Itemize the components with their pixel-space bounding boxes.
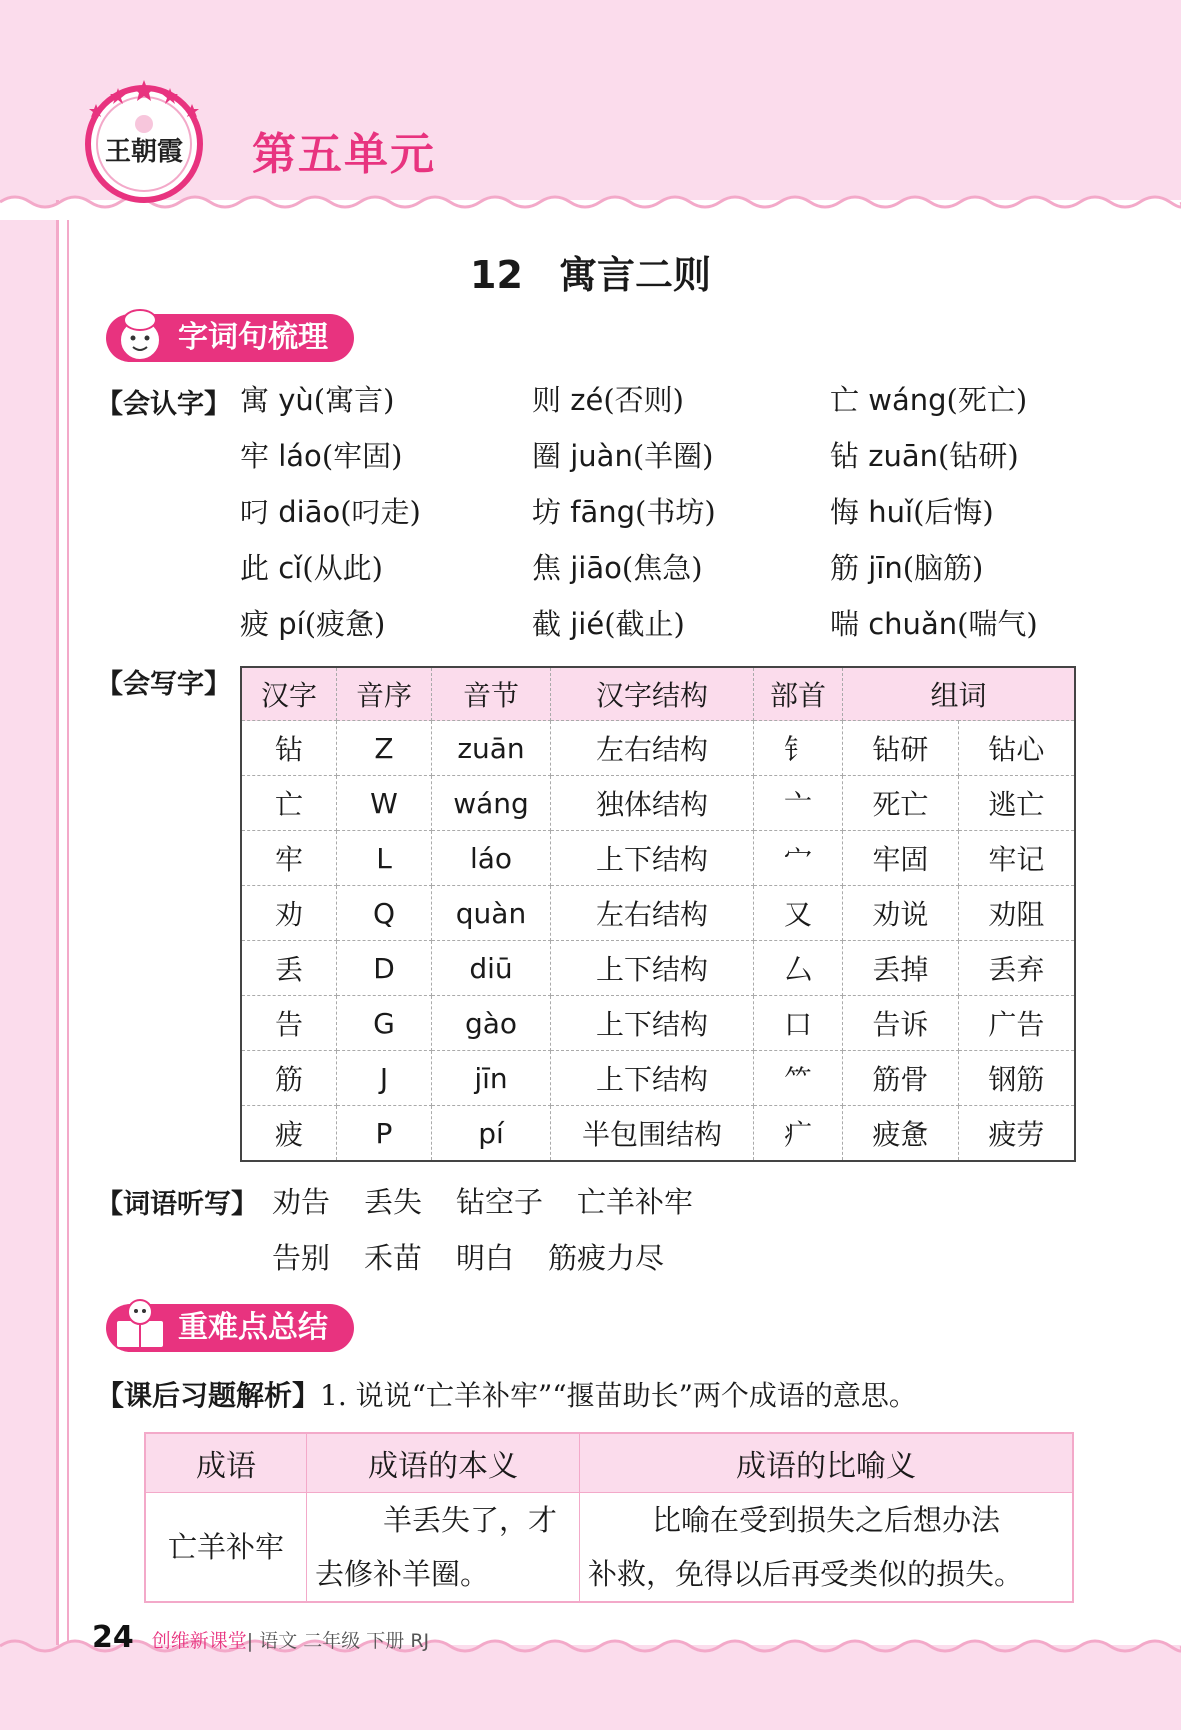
table-row [241, 996, 1075, 1051]
recognize-char: 亡 [830, 383, 860, 417]
brand-logo [80, 78, 208, 206]
footer-meta: | 语文 二年级 下册 RJ [246, 1630, 430, 1652]
table-cell: 钅 [754, 721, 843, 776]
recognize-pinyin: fāng [561, 495, 636, 529]
recognize-char: 则 [532, 383, 562, 417]
book-mascot-icon [108, 1294, 172, 1358]
table-cell: 半包围结构 [551, 1106, 754, 1162]
write-table [240, 666, 1076, 1162]
recognize-char: 圈 [532, 439, 562, 473]
table-cell: 筋骨 [843, 1051, 959, 1106]
recognize-word: (牢固) [321, 439, 403, 473]
dictation-line-2 [272, 1236, 698, 1277]
table-row [241, 1051, 1075, 1106]
table-cell: 牢 [241, 831, 337, 886]
table-cell: 上下结构 [551, 831, 754, 886]
literal-line: 羊丢失了，才 [383, 1503, 558, 1537]
table-row [241, 721, 1075, 776]
table-cell: W [337, 776, 432, 831]
recognize-char: 截 [532, 607, 562, 641]
recognize-item [532, 490, 716, 531]
table-row [241, 1106, 1075, 1162]
recognize-char: 筋 [830, 551, 860, 585]
table-cell: 劝说 [843, 886, 959, 941]
recognize-char: 牢 [240, 439, 270, 473]
lesson-title [0, 244, 1181, 299]
table-cell: 亡 [241, 776, 337, 831]
recognize-item [240, 434, 402, 475]
lesson-number: 12 [470, 253, 523, 297]
recognize-word: (后悔) [913, 495, 994, 529]
footer-brand: 创维新课堂 [151, 1630, 247, 1652]
table-cell: jīn [432, 1051, 551, 1106]
recognize-pinyin: zuān [859, 439, 938, 473]
banner-label: 字词句梳理 [178, 320, 328, 355]
recognize-pinyin: jiāo [561, 551, 622, 585]
section-banner-vocab [106, 314, 354, 362]
table-cell: zuān [432, 721, 551, 776]
recognize-item [532, 378, 684, 419]
recognize-char: 叼 [240, 495, 270, 529]
table-cell: 上下结构 [551, 996, 754, 1051]
table-row [241, 941, 1075, 996]
idiom-table [144, 1432, 1074, 1603]
table-cell: 钻心 [958, 721, 1075, 776]
table-cell: 钢筋 [958, 1051, 1075, 1106]
dictation-word: 钻空子 [456, 1185, 544, 1219]
recognize-char: 疲 [240, 607, 270, 641]
table-cell: 广告 [958, 996, 1075, 1051]
table-cell: gào [432, 996, 551, 1051]
write-table-header [241, 667, 1075, 721]
table-cell: 丢弃 [958, 941, 1075, 996]
recognize-word: (截止) [604, 607, 685, 641]
recognize-word: (从此) [302, 551, 383, 585]
table-cell: 独体结构 [551, 776, 754, 831]
recognize-label: 【会认字】 [96, 389, 231, 420]
col-header: 成语的本义 [307, 1433, 580, 1493]
table-cell: 丢 [241, 941, 337, 996]
recognize-pinyin: huǐ [859, 495, 914, 529]
recognize-item [532, 546, 703, 587]
table-cell: ⺮ [754, 1051, 843, 1106]
table-row [145, 1493, 1073, 1603]
recognize-word: (寓言) [313, 383, 395, 417]
dictation-word: 筋疲力尽 [548, 1241, 665, 1275]
table-row [241, 776, 1075, 831]
table-cell: 又 [754, 886, 843, 941]
recognize-pinyin: cǐ [269, 551, 303, 585]
recognize-item [830, 602, 1038, 643]
dictation-label: 【词语听写】 [96, 1189, 258, 1220]
col-header: 成语 [145, 1433, 307, 1493]
table-cell: 劝 [241, 886, 337, 941]
dictation-word: 明白 [456, 1241, 515, 1275]
recognize-item [532, 434, 713, 475]
recognize-word: (书坊) [635, 495, 716, 529]
chef-mascot-icon [108, 304, 172, 368]
table-cell: 牢固 [843, 831, 959, 886]
exercise-label: 【课后习题解析】 [96, 1379, 321, 1412]
page-footer [92, 1620, 429, 1655]
recognize-pinyin: diāo [269, 495, 341, 529]
recognize-word: (钻研) [938, 439, 1019, 473]
table-cell: quàn [432, 886, 551, 941]
recognize-char: 喘 [830, 607, 860, 641]
table-cell: pí [432, 1106, 551, 1162]
recognize-pinyin: pí [269, 607, 305, 641]
table-cell: 钻 [241, 721, 337, 776]
recognize-pinyin: jīn [859, 551, 903, 585]
recognize-word: (死亡) [946, 383, 1028, 417]
recognize-pinyin: láo [269, 439, 322, 473]
exercise-heading [96, 1374, 917, 1414]
section-banner-key-points [106, 1304, 354, 1352]
table-row [241, 831, 1075, 886]
table-cell: láo [432, 831, 551, 886]
recognize-pinyin: chuǎn [859, 607, 958, 641]
table-cell: Z [337, 721, 432, 776]
page-number: 24 [92, 1620, 134, 1655]
recognize-item [240, 546, 383, 587]
dictation-word: 亡羊补牢 [577, 1185, 694, 1219]
recognize-item [830, 490, 994, 531]
recognize-item [830, 434, 1019, 475]
logo-text: 王朝霞 [104, 137, 184, 167]
table-cell: 疲惫 [843, 1106, 959, 1162]
recognize-pinyin: yù [269, 383, 314, 417]
table-cell: 左右结构 [551, 886, 754, 941]
table-cell: 筋 [241, 1051, 337, 1106]
recognize-pinyin: zé [561, 383, 604, 417]
recognize-item [240, 378, 394, 419]
recognize-word: (羊圈) [632, 439, 714, 473]
idiom-cell: 亡羊补牢 [145, 1493, 307, 1603]
recognize-char: 钻 [830, 439, 860, 473]
table-cell: 丢掉 [843, 941, 959, 996]
table-cell: 告 [241, 996, 337, 1051]
table-cell: 口 [754, 996, 843, 1051]
table-cell: 劝阻 [958, 886, 1075, 941]
table-cell: 宀 [754, 831, 843, 886]
literal-line: 去修补羊圈。 [315, 1557, 490, 1591]
recognize-pinyin: jié [561, 607, 605, 641]
recognize-item [240, 490, 421, 531]
recognize-item [532, 602, 685, 643]
col-header: 组词 [843, 667, 1076, 721]
table-cell: J [337, 1051, 432, 1106]
col-header: 音节 [432, 667, 551, 721]
col-header: 音序 [337, 667, 432, 721]
recognize-word: (疲惫) [304, 607, 386, 641]
lesson-name: 寓言二则 [558, 253, 711, 297]
col-header: 汉字结构 [551, 667, 754, 721]
recognize-pinyin: wáng [859, 383, 947, 417]
table-cell: wáng [432, 776, 551, 831]
unit-title: 第五单元 [252, 129, 436, 180]
recognize-word: (叼走) [340, 495, 421, 529]
banner-label: 重难点总结 [178, 1310, 328, 1345]
recognize-item [830, 546, 983, 587]
recognize-word: (否则) [603, 383, 684, 417]
recognize-item [240, 602, 385, 643]
literal-cell [307, 1493, 580, 1603]
col-header: 成语的比喻义 [580, 1433, 1074, 1493]
table-cell: 告诉 [843, 996, 959, 1051]
table-cell: 上下结构 [551, 1051, 754, 1106]
table-cell: 疲劳 [958, 1106, 1075, 1162]
table-cell: 逃亡 [958, 776, 1075, 831]
table-cell: 牢记 [958, 831, 1075, 886]
dictation-word: 禾苗 [364, 1241, 423, 1275]
col-header: 部首 [754, 667, 843, 721]
col-header: 汉字 [241, 667, 337, 721]
table-cell: 死亡 [843, 776, 959, 831]
recognize-char: 寓 [240, 383, 270, 417]
table-cell: diū [432, 941, 551, 996]
meaning-line: 补救，免得以后再受类似的损失。 [588, 1557, 1024, 1591]
table-cell: 疒 [754, 1106, 843, 1162]
idiom-table-header [145, 1433, 1073, 1493]
exercise-question: 1. 说说“亡羊补牢”“揠苗助长”两个成语的意思。 [320, 1379, 917, 1412]
table-cell: P [337, 1106, 432, 1162]
table-cell: 上下结构 [551, 941, 754, 996]
recognize-word: (喘气) [957, 607, 1038, 641]
table-cell: L [337, 831, 432, 886]
table-cell: D [337, 941, 432, 996]
recognize-char: 焦 [532, 551, 562, 585]
recognize-word: (脑筋) [902, 551, 984, 585]
recognize-char: 悔 [830, 495, 860, 529]
write-label: 【会写字】 [96, 669, 231, 700]
dictation-line-1 [272, 1180, 727, 1221]
recognize-char: 坊 [532, 495, 562, 529]
meaning-line: 比喻在受到损失之后想办法 [652, 1503, 1001, 1537]
recognize-item [830, 378, 1027, 419]
table-cell: 亠 [754, 776, 843, 831]
table-cell: 厶 [754, 941, 843, 996]
dictation-word: 告别 [272, 1241, 331, 1275]
recognize-char: 此 [240, 551, 270, 585]
table-cell: Q [337, 886, 432, 941]
meaning-cell [580, 1493, 1074, 1603]
dictation-word: 丢失 [364, 1185, 423, 1219]
table-cell: 钻研 [843, 721, 959, 776]
recognize-pinyin: juàn [561, 439, 633, 473]
table-cell: 疲 [241, 1106, 337, 1162]
dictation-word: 劝告 [272, 1185, 331, 1219]
table-cell: 左右结构 [551, 721, 754, 776]
table-cell: G [337, 996, 432, 1051]
recognize-word: (焦急) [621, 551, 703, 585]
table-row [241, 886, 1075, 941]
